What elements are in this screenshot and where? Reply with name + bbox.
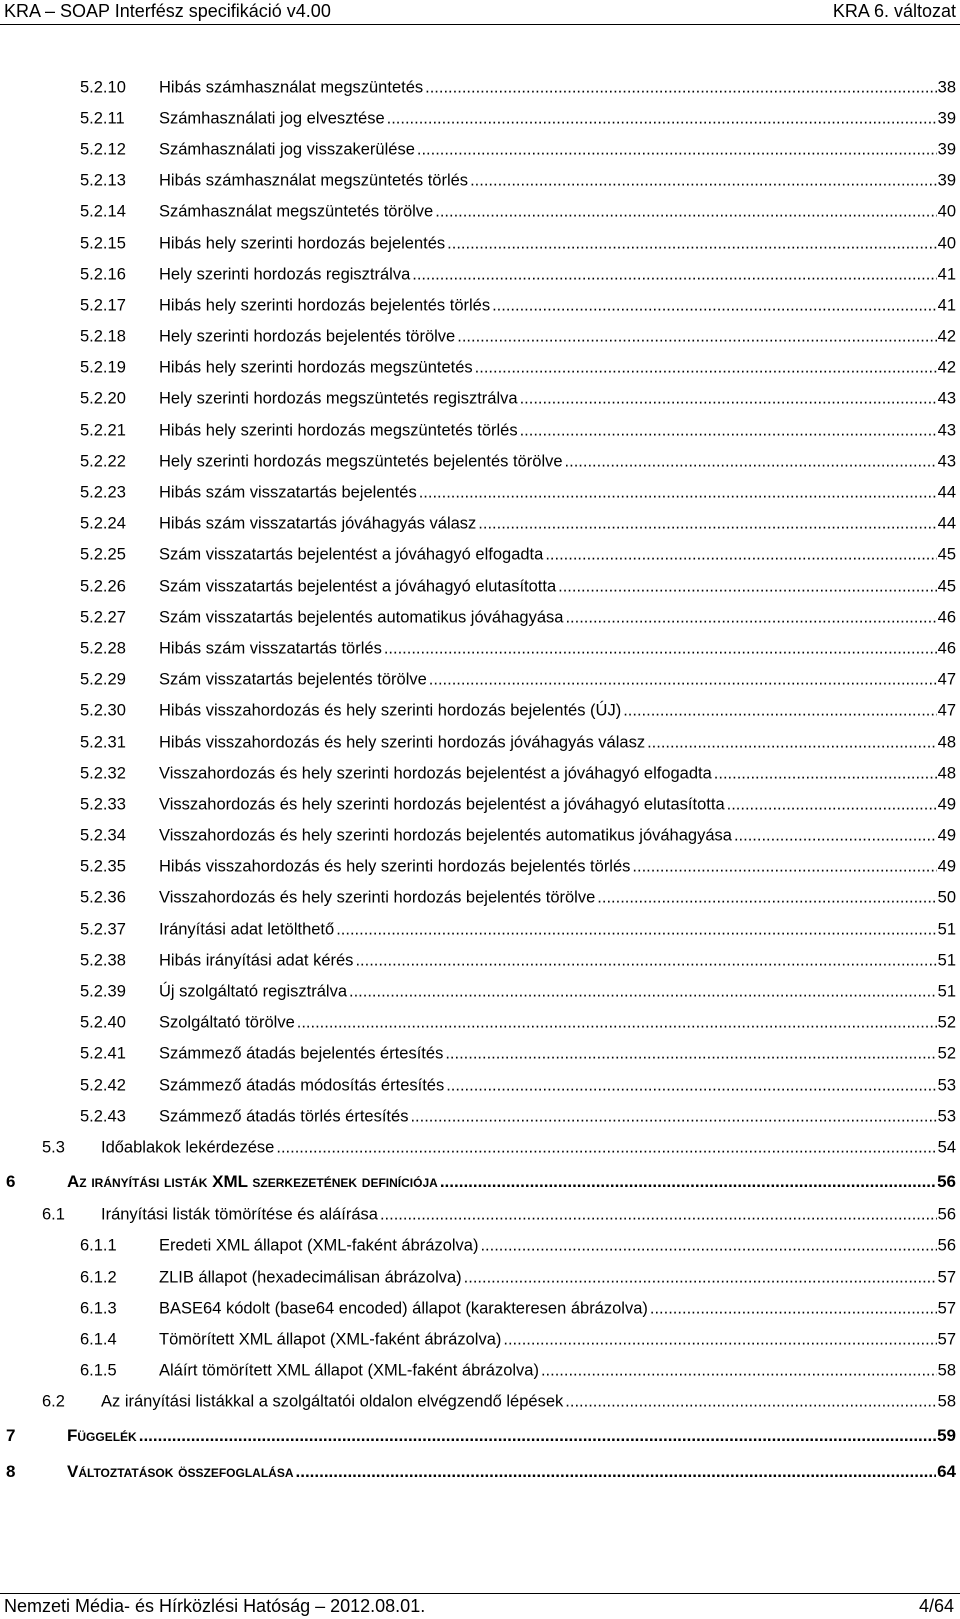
footer-organization-date: Nemzeti Média- és Hírközlési Hatóság – 2012.08.01. — [4, 1596, 426, 1616]
toc-dot-leader — [478, 515, 936, 534]
toc-entry-number: 6.1.4 — [80, 1330, 117, 1349]
toc-dot-leader — [425, 78, 937, 97]
toc-entry[interactable] — [0, 1262, 960, 1293]
toc-dot-leader — [410, 1107, 936, 1126]
toc-entry-title: Hibás szám visszatartás törlés — [159, 639, 382, 658]
header-document-title: KRA – SOAP Interfész specifikáció v4.00 — [4, 1, 331, 21]
toc-entry-title: Szám visszatartás bejelentés automatikus jóváhagyása — [159, 608, 564, 627]
toc-entry-page: 56 — [937, 1205, 956, 1224]
toc-entry[interactable] — [0, 821, 960, 852]
toc-entry-title: Számmező átadás bejelentés értesítés — [159, 1044, 444, 1063]
toc-entry-page: 57 — [937, 1330, 956, 1349]
toc-entry[interactable] — [0, 1356, 960, 1387]
toc-entry-number: 5.2.14 — [80, 202, 126, 221]
toc-entry-page: 44 — [937, 483, 956, 502]
toc-entry[interactable] — [0, 103, 960, 134]
toc-dot-leader — [558, 577, 937, 596]
toc-entry-number: 8 — [6, 1461, 16, 1481]
toc-entry-number: 5.2.29 — [80, 670, 126, 689]
toc-entry-title: Hibás hely szerinti hordozás bejelentés — [159, 234, 446, 253]
toc-entry-page: 53 — [937, 1076, 956, 1095]
toc-entry-number: 5.2.27 — [80, 608, 126, 627]
toc-dot-leader — [647, 733, 937, 752]
toc-entry-number: 5.2.35 — [80, 857, 126, 876]
toc-entry-number: 5.2.11 — [80, 109, 125, 128]
toc-entry-page: 49 — [937, 857, 956, 876]
toc-entry[interactable] — [0, 384, 960, 415]
toc-entry[interactable] — [0, 1164, 960, 1200]
toc-entry[interactable] — [0, 353, 960, 384]
toc-entry-title: Hibás visszahordozás és hely szerinti hordozás bejelentés (ÚJ) — [159, 701, 622, 720]
toc-entry-page: 52 — [937, 1044, 956, 1063]
toc-entry[interactable] — [0, 1231, 960, 1262]
toc-dot-leader — [565, 1393, 936, 1412]
toc-entry[interactable] — [0, 322, 960, 353]
toc-entry-title: Hibás számhasználat megszüntetés — [159, 78, 424, 97]
toc-entry-number: 5.2.19 — [80, 358, 126, 377]
toc-entry-number: 5.2.30 — [80, 701, 126, 720]
toc-dot-leader — [384, 639, 937, 658]
toc-entry[interactable] — [0, 290, 960, 321]
toc-entry-title: Hely szerinti hordozás megszüntetés regisztrálva — [159, 389, 518, 408]
toc-dot-leader — [632, 858, 936, 877]
toc-entry-number: 5.2.40 — [80, 1013, 126, 1032]
toc-entry[interactable] — [0, 1132, 960, 1163]
toc-entry-title: Hibás visszahordozás és hely szerinti hordozás jóváhagyás válasz — [159, 733, 646, 752]
toc-entry-page: 53 — [937, 1107, 956, 1126]
toc-entry-page: 49 — [937, 826, 956, 845]
toc-entry-number: 5.2.20 — [80, 389, 126, 408]
toc-entry[interactable] — [0, 134, 960, 165]
toc-entry-title: Hibás hely szerinti hordozás megszüntetés — [159, 358, 473, 377]
toc-entry-page: 41 — [937, 265, 956, 284]
toc-entry-title: Irányítási adat letölthető — [159, 920, 335, 939]
toc-entry-page: 43 — [937, 452, 956, 471]
toc-entry-page: 50 — [937, 888, 956, 907]
toc-entry-title: Időablakok lekérdezése — [101, 1138, 275, 1157]
toc-dot-leader — [734, 827, 937, 846]
toc-entry-page: 46 — [937, 608, 956, 627]
toc-dot-leader — [475, 359, 937, 378]
toc-dot-leader — [597, 889, 936, 908]
toc-entry-page: 43 — [937, 389, 956, 408]
toc-entry-title: ZLIB állapot (hexadecimálisan ábrázolva) — [159, 1268, 462, 1287]
toc-entry-number: 5.2.13 — [80, 171, 126, 190]
toc-entry[interactable] — [0, 509, 960, 540]
toc-entry-page: 52 — [937, 1013, 956, 1032]
toc-entry-page: 59 — [937, 1425, 956, 1445]
page-footer — [0, 1593, 960, 1619]
toc-entry[interactable] — [0, 602, 960, 633]
toc-dot-leader — [296, 1462, 937, 1482]
toc-entry-number: 5.2.32 — [80, 764, 126, 783]
toc-entry-number: 5.2.15 — [80, 234, 126, 253]
toc-entry[interactable] — [0, 197, 960, 228]
toc-entry-number: 5.2.12 — [80, 140, 126, 159]
toc-entry-title: Az irányítási listákkal a szolgáltatói oldalon elvégzendő lépések — [101, 1392, 564, 1411]
toc-entry[interactable] — [0, 446, 960, 477]
toc-entry[interactable] — [0, 540, 960, 571]
toc-entry[interactable] — [0, 945, 960, 976]
toc-entry-title: Aláírt tömörített XML állapot (XML-faként ábrázolva) — [159, 1361, 539, 1380]
toc-dot-leader — [429, 671, 937, 690]
toc-entry[interactable] — [0, 259, 960, 290]
toc-entry-number: 5.2.16 — [80, 265, 126, 284]
toc-entry-title: Szolgáltató törölve — [159, 1013, 295, 1032]
toc-entry[interactable] — [0, 1293, 960, 1324]
toc-entry-title: Számmező átadás módosítás értesítés — [159, 1076, 445, 1095]
toc-entry-title: Visszahordozás és hely szerinti hordozás bejelentés törölve — [159, 888, 596, 907]
toc-entry[interactable] — [0, 852, 960, 883]
toc-entry-number: 5.2.36 — [80, 888, 126, 907]
toc-entry[interactable] — [0, 976, 960, 1007]
toc-entry-title: Tömörített XML állapot (XML-faként ábrázolva) — [159, 1330, 502, 1349]
page-header — [0, 0, 960, 25]
toc-dot-leader — [520, 390, 937, 409]
toc-entry-page: 58 — [937, 1392, 956, 1411]
toc-entry-number: 6.1.3 — [80, 1299, 117, 1318]
toc-entry-title: Eredeti XML állapot (XML-faként ábrázolva) — [159, 1236, 479, 1255]
toc-entry-page: 56 — [937, 1236, 956, 1255]
toc-dot-leader — [349, 983, 937, 1002]
toc-entry-page: 47 — [937, 670, 956, 689]
footer-page-number: 4/64 — [918, 1596, 954, 1616]
toc-entry-number: 5.2.42 — [80, 1076, 126, 1095]
toc-entry-title: Szám visszatartás bejelentést a jóváhagyó elutasította — [159, 577, 557, 596]
toc-entry[interactable] — [0, 1324, 960, 1355]
toc-dot-leader — [447, 234, 936, 253]
toc-entry-title: Számmező átadás törlés értesítés — [159, 1107, 409, 1126]
toc-entry[interactable] — [0, 166, 960, 197]
toc-entry-number: 5.2.24 — [80, 514, 126, 533]
toc-entry[interactable] — [0, 1070, 960, 1101]
toc-entry-number: 5.2.26 — [80, 577, 126, 596]
toc-entry-title: BASE64 kódolt (base64 encoded) állapot (karakteresen ábrázolva) — [159, 1299, 648, 1318]
toc-dot-leader — [276, 1138, 936, 1157]
toc-entry[interactable] — [0, 1200, 960, 1231]
toc-entry-page: 45 — [937, 577, 956, 596]
toc-dot-leader — [623, 702, 936, 721]
toc-entry[interactable] — [0, 727, 960, 758]
toc-entry-page: 42 — [937, 358, 956, 377]
toc-entry[interactable] — [0, 1387, 960, 1418]
toc-entry-page: 48 — [937, 764, 956, 783]
toc-entry-number: 5.2.22 — [80, 452, 126, 471]
toc-dot-leader — [412, 265, 936, 284]
toc-entry[interactable] — [0, 1008, 960, 1039]
toc-entry-number: 5.2.10 — [80, 78, 126, 97]
table-of-contents — [0, 72, 960, 1490]
toc-entry-number: 5.2.41 — [80, 1044, 126, 1063]
toc-entry-title: Hibás hely szerinti hordozás bejelentés törlés — [159, 296, 491, 315]
toc-entry-page: 44 — [937, 514, 956, 533]
toc-entry-number: 6.1.5 — [80, 1361, 117, 1380]
toc-entry[interactable] — [0, 477, 960, 508]
toc-dot-leader — [435, 203, 936, 222]
toc-entry-title: Irányítási listák tömörítése és aláírása — [101, 1205, 378, 1224]
toc-entry-page: 39 — [937, 109, 956, 128]
toc-entry-number: 5.2.18 — [80, 327, 126, 346]
toc-dot-leader — [565, 608, 936, 627]
toc-entry-number: 5.2.38 — [80, 951, 126, 970]
toc-entry-title: Hibás szám visszatartás bejelentés — [159, 483, 417, 502]
toc-dot-leader — [541, 1362, 937, 1381]
toc-entry-title: Hely szerinti hordozás bejelentés törölve — [159, 327, 456, 346]
toc-dot-leader — [714, 764, 937, 783]
toc-dot-leader — [355, 951, 936, 970]
toc-entry-number: 5.2.28 — [80, 639, 126, 658]
toc-entry-number: 7 — [6, 1425, 16, 1445]
toc-entry[interactable] — [0, 1418, 960, 1454]
toc-entry-title: Számhasználat megszüntetés törölve — [159, 202, 434, 221]
toc-entry-page: 57 — [937, 1268, 956, 1287]
toc-dot-leader — [446, 1076, 936, 1095]
toc-dot-leader — [419, 484, 937, 503]
toc-entry-number: 5.2.23 — [80, 483, 126, 502]
toc-entry[interactable] — [0, 665, 960, 696]
toc-entry[interactable] — [0, 1101, 960, 1132]
toc-entry-page: 40 — [937, 202, 956, 221]
toc-entry-title: Hibás szám visszatartás jóváhagyás válasz — [159, 514, 477, 533]
toc-entry-number: 5.3 — [42, 1138, 65, 1157]
toc-dot-leader — [417, 140, 937, 159]
toc-entry-page: 38 — [937, 78, 956, 97]
toc-entry-page: 57 — [937, 1299, 956, 1318]
toc-dot-leader — [470, 172, 937, 191]
toc-entry-number: 5.2.37 — [80, 920, 126, 939]
toc-entry-number: 6 — [6, 1171, 16, 1191]
toc-dot-leader — [139, 1426, 936, 1446]
toc-entry-title: Függelék — [67, 1425, 137, 1445]
toc-dot-leader — [727, 795, 937, 814]
toc-entry-number: 5.2.39 — [80, 982, 126, 1001]
toc-entry[interactable] — [0, 883, 960, 914]
toc-entry-title: Számhasználati jog visszakerülése — [159, 140, 415, 159]
toc-entry-title: Számhasználati jog elvesztése — [159, 109, 385, 128]
toc-entry-number: 6.2 — [42, 1392, 65, 1411]
toc-dot-leader — [380, 1206, 937, 1225]
toc-entry-page: 48 — [937, 733, 956, 752]
toc-entry[interactable] — [0, 228, 960, 259]
toc-dot-leader — [445, 1045, 936, 1064]
toc-entry-page: 39 — [937, 171, 956, 190]
toc-entry[interactable] — [0, 1039, 960, 1070]
toc-dot-leader — [440, 1172, 936, 1192]
toc-entry[interactable] — [0, 914, 960, 945]
toc-entry-title: Új szolgáltató regisztrálva — [159, 982, 347, 1001]
toc-entry-title: Visszahordozás és hely szerinti hordozás bejelentést a jóváhagyó elfogadta — [159, 764, 712, 783]
toc-entry[interactable] — [0, 1454, 960, 1490]
toc-entry-title: Hibás számhasználat megszüntetés törlés — [159, 171, 469, 190]
toc-entry-title: Hely szerinti hordozás regisztrálva — [159, 265, 411, 284]
toc-entry-number: 5.2.33 — [80, 795, 126, 814]
toc-entry-page: 64 — [937, 1461, 956, 1481]
toc-entry-number: 5.2.31 — [80, 733, 126, 752]
toc-entry-page: 42 — [937, 327, 956, 346]
toc-entry-number: 5.2.17 — [80, 296, 126, 315]
toc-dot-leader — [336, 920, 936, 939]
toc-entry-page: 45 — [937, 545, 956, 564]
toc-entry-number: 6.1 — [42, 1205, 65, 1224]
toc-dot-leader — [464, 1268, 937, 1287]
toc-entry-page: 49 — [937, 795, 956, 814]
toc-entry-page: 54 — [937, 1138, 956, 1157]
toc-entry-title: Hibás irányítási adat kérés — [159, 951, 354, 970]
toc-entry-page: 51 — [937, 920, 956, 939]
toc-dot-leader — [387, 109, 937, 128]
toc-dot-leader — [503, 1330, 936, 1349]
toc-entry-number: 5.2.43 — [80, 1107, 126, 1126]
header-version: KRA 6. változat — [832, 1, 956, 21]
toc-entry-title: Az irányítási listák XML szerkezetének definíciója — [67, 1171, 438, 1191]
toc-entry-number: 5.2.21 — [80, 421, 126, 440]
toc-entry-number: 5.2.34 — [80, 826, 126, 845]
toc-dot-leader — [297, 1014, 937, 1033]
toc-entry[interactable] — [0, 789, 960, 820]
toc-entry-page: 40 — [937, 234, 956, 253]
toc-entry-title: Hibás hely szerinti hordozás megszüntetés törlés — [159, 421, 518, 440]
toc-entry-page: 41 — [937, 296, 956, 315]
toc-entry-title: Szám visszatartás bejelentés törölve — [159, 670, 427, 689]
toc-entry-number: 6.1.1 — [80, 1236, 117, 1255]
toc-entry-page: 58 — [937, 1361, 956, 1380]
toc-entry-page: 46 — [937, 639, 956, 658]
toc-dot-leader — [457, 328, 936, 347]
toc-dot-leader — [565, 452, 937, 471]
toc-dot-leader — [492, 296, 937, 315]
toc-dot-leader — [480, 1237, 936, 1256]
toc-entry-title: Visszahordozás és hely szerinti hordozás bejelentés automatikus jóváhagyása — [159, 826, 732, 845]
toc-entry-page: 51 — [937, 951, 956, 970]
toc-entry-page: 43 — [937, 421, 956, 440]
toc-dot-leader — [520, 421, 937, 440]
toc-entry-page: 47 — [937, 701, 956, 720]
toc-entry[interactable] — [0, 758, 960, 789]
toc-entry-page: 51 — [937, 982, 956, 1001]
toc-entry-title: Változtatások összefoglalása — [67, 1461, 294, 1481]
toc-entry-page: 56 — [937, 1171, 956, 1191]
toc-entry-title: Szám visszatartás bejelentést a jóváhagyó elfogadta — [159, 545, 544, 564]
toc-dot-leader — [650, 1299, 937, 1318]
toc-entry-title: Visszahordozás és hely szerinti hordozás bejelentést a jóváhagyó elutasította — [159, 795, 725, 814]
toc-entry-number: 6.1.2 — [80, 1268, 117, 1287]
toc-entry-title: Hely szerinti hordozás megszüntetés bejelentés törölve — [159, 452, 563, 471]
toc-entry[interactable] — [0, 696, 960, 727]
toc-entry[interactable] — [0, 415, 960, 446]
toc-entry-number: 5.2.25 — [80, 545, 126, 564]
toc-entry[interactable] — [0, 571, 960, 602]
toc-entry-page: 39 — [937, 140, 956, 159]
toc-entry-title: Hibás visszahordozás és hely szerinti hordozás bejelentés törlés — [159, 857, 631, 876]
toc-dot-leader — [545, 546, 936, 565]
toc-entry[interactable] — [0, 72, 960, 103]
toc-entry[interactable] — [0, 633, 960, 664]
